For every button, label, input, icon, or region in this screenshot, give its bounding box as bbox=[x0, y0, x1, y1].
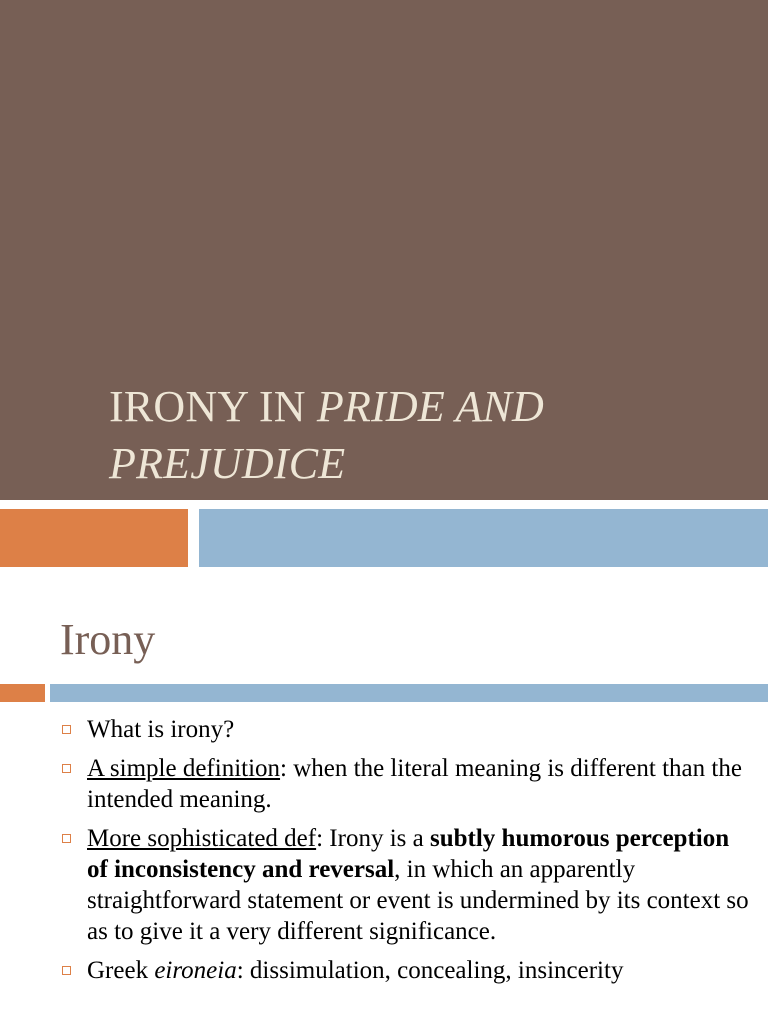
bullet-list bbox=[60, 714, 750, 994]
bullet-text: : when the literal meaning is different than the intended meaning. bbox=[87, 755, 742, 813]
square-bullet-icon bbox=[62, 834, 71, 843]
bullet-text: Greek bbox=[87, 957, 155, 984]
square-bullet-icon bbox=[62, 764, 71, 773]
title-slide bbox=[0, 0, 768, 500]
bullet-label: More sophisticated def bbox=[87, 825, 317, 852]
slide-heading: Irony bbox=[60, 615, 156, 664]
bullet-bold-text: subtly humorous perception of inconsistency and reversal bbox=[87, 825, 730, 883]
bullet-item bbox=[60, 955, 750, 986]
bullet-item bbox=[60, 823, 750, 947]
slide-title bbox=[109, 378, 749, 492]
title-plain: IRONY IN bbox=[109, 382, 317, 431]
heading-accent-bar-blue bbox=[50, 684, 768, 702]
square-bullet-icon bbox=[62, 966, 71, 975]
square-bullet-icon bbox=[62, 725, 71, 734]
title-italic-line1: PRIDE AND bbox=[316, 382, 544, 431]
accent-bar-orange bbox=[0, 509, 188, 567]
bullet-italic-text: eironeia bbox=[154, 957, 237, 984]
bullet-text: : Irony is a bbox=[316, 825, 430, 852]
bullet-item bbox=[60, 714, 750, 745]
bullet-item bbox=[60, 753, 750, 815]
title-italic-line2: PREJUDICE bbox=[109, 439, 346, 488]
accent-bar-blue bbox=[199, 509, 768, 567]
bullet-text: , in which an apparently straightforward statement or event is undermined by its context so as to give it a very different significance. bbox=[87, 856, 749, 945]
bullet-label: A simple definition bbox=[87, 755, 281, 782]
heading-accent-bar-orange bbox=[0, 684, 45, 702]
bullet-text: What is irony? bbox=[87, 716, 235, 743]
bullet-text: : dissimulation, concealing, insincerity bbox=[236, 957, 624, 984]
